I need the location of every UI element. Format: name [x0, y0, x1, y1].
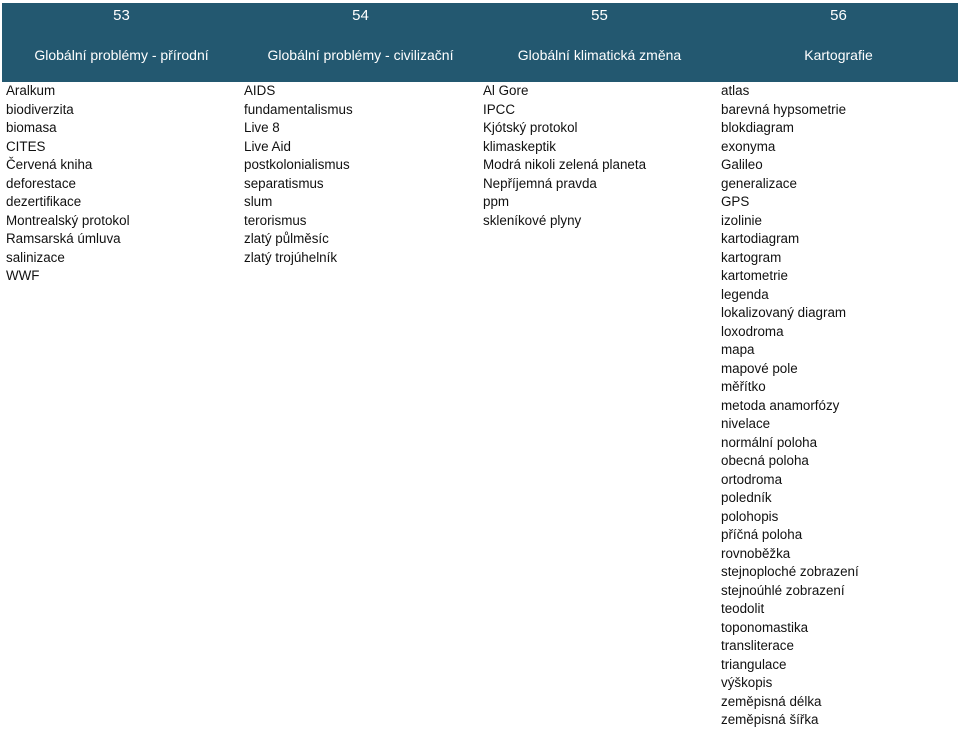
term-item: stejnoúhlé zobrazení: [721, 582, 845, 598]
term-item: klimaskeptik: [483, 138, 556, 154]
term-item: skleníkové plyny: [483, 212, 582, 228]
term-item: biodiverzita: [6, 101, 74, 117]
term-item: Červená kniha: [6, 157, 93, 172]
term-item: mapové pole: [721, 360, 798, 376]
term-item: Live 8: [244, 120, 280, 135]
term-item: WWF: [6, 268, 40, 283]
header-cell-56: [719, 3, 958, 82]
column-title: Kartografie: [804, 47, 873, 63]
term-item: stejnoploché zobrazení: [721, 564, 859, 579]
term-item: terorismus: [244, 212, 307, 228]
term-item: metoda anamorfózy: [721, 397, 840, 413]
term-item: postkolonialismus: [244, 157, 350, 172]
term-item: zlatý půlměsíc: [244, 231, 329, 246]
term-item: zeměpisná délka: [721, 693, 822, 709]
term-item: rovnoběžka: [721, 545, 791, 561]
column-title: Globální problémy - civilizační: [267, 47, 454, 63]
column-number: 54: [352, 7, 369, 24]
term-item: legenda: [721, 286, 769, 302]
term-item: salinizace: [6, 249, 65, 265]
term-item: lokalizovaný diagram: [721, 305, 847, 320]
column-number: 56: [830, 7, 847, 24]
term-item: dezertifikace: [6, 194, 82, 209]
term-item: Kjótský protokol: [483, 120, 578, 135]
term-item: IPCC: [483, 101, 515, 117]
term-item: biomasa: [6, 120, 57, 135]
term-item: fundamentalismus: [244, 101, 353, 117]
header-cell-55: [480, 3, 719, 82]
term-item: Ramsarská úmluva: [6, 231, 121, 246]
term-item: atlas: [721, 83, 750, 98]
column-number: 53: [113, 7, 130, 24]
term-item: Al Gore: [483, 83, 529, 98]
term-item: exonyma: [721, 138, 776, 154]
term-item: Live Aid: [244, 138, 291, 154]
term-item: transliterace: [721, 638, 794, 653]
term-item: zeměpisná šířka: [721, 712, 819, 727]
term-list-natural-problems: [6, 82, 130, 286]
term-item: AIDS: [244, 83, 276, 98]
term-item: výškopis: [721, 675, 773, 690]
header-cell-54: [241, 3, 480, 82]
term-item: separatismus: [244, 175, 324, 191]
term-item: příčná poloha: [721, 527, 803, 542]
term-item: Montrealský protokol: [6, 212, 130, 228]
term-item: teodolit: [721, 601, 765, 616]
term-item: CITES: [6, 138, 46, 154]
term-item: kartogram: [721, 249, 782, 265]
term-list-cartography: [721, 82, 859, 730]
term-item: slum: [244, 194, 273, 209]
term-list-civilization-problems: [244, 82, 353, 267]
term-item: normální poloha: [721, 434, 818, 450]
term-item: GPS: [721, 194, 750, 209]
term-item: ortodroma: [721, 471, 783, 487]
header-row: [2, 3, 958, 82]
term-item: loxodroma: [721, 323, 784, 339]
term-item: poledník: [721, 490, 772, 505]
term-item: Galileo: [721, 157, 763, 172]
term-item: obecná poloha: [721, 453, 809, 468]
term-item: Nepříjemná pravda: [483, 175, 597, 191]
term-item: generalizace: [721, 175, 797, 191]
column-number: 55: [591, 7, 608, 24]
column-title: Globální problémy - přírodní: [34, 47, 209, 63]
term-item: Modrá nikoli zelená planeta: [483, 157, 647, 172]
term-item: měřítko: [721, 379, 766, 394]
term-item: zlatý trojúhelník: [244, 249, 338, 265]
term-item: triangulace: [721, 656, 787, 672]
term-item: nivelace: [721, 416, 771, 431]
header-cell-53: [2, 3, 241, 82]
term-item: ppm: [483, 194, 510, 209]
term-item: blokdiagram: [721, 120, 794, 135]
term-item: kartodiagram: [721, 231, 800, 246]
term-item: izolinie: [721, 212, 762, 228]
term-item: barevná hypsometrie: [721, 101, 847, 117]
term-item: kartometrie: [721, 268, 788, 283]
term-item: toponomastika: [721, 619, 809, 635]
term-item: deforestace: [6, 175, 76, 191]
term-item: mapa: [721, 342, 755, 357]
term-item: Aralkum: [6, 83, 56, 98]
term-item: polohopis: [721, 508, 779, 524]
column-title: Globální klimatická změna: [517, 47, 682, 63]
term-list-climate-change: [483, 82, 646, 230]
